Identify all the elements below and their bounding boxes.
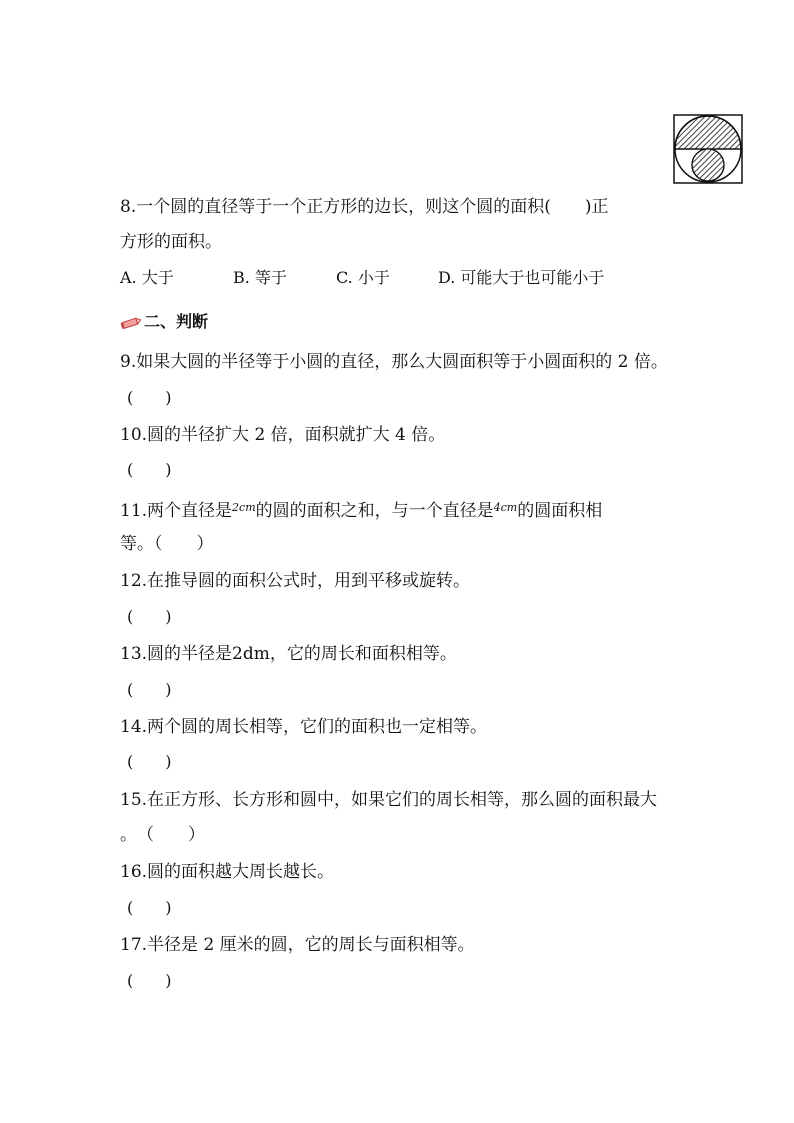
question-11-unit2: 4cm: [493, 501, 518, 514]
question-11-unit1: 2cm: [232, 501, 256, 514]
option-c[interactable]: C. 小于: [336, 268, 390, 287]
question-8-options: [120, 267, 604, 289]
section-header: [120, 311, 208, 336]
question-13-answer-blank[interactable]: ( ): [127, 680, 172, 699]
question-9-answer-blank[interactable]: ( ): [127, 388, 172, 407]
question-16-answer-blank[interactable]: ( ): [127, 898, 172, 917]
question-11-part1: 11.两个直径是: [120, 501, 233, 521]
question-11-part2: 的圆的面积之和，与一个直径是: [255, 501, 494, 521]
question-9-text: 9.如果大圆的半径等于小圆的直径，那么大圆面积等于小圆面积的 2 倍。: [120, 352, 668, 372]
question-14-answer-blank[interactable]: ( ): [127, 752, 172, 771]
question-15-text: 15.在正方形、长方形和圆中，如果它们的周长相等，那么圆的面积最大: [120, 790, 658, 810]
circle-in-square-figure: [673, 114, 743, 184]
question-13-text: 13.圆的半径是2dm，它的周长和面积相等。: [120, 644, 457, 664]
question-12-text: 12.在推导圆的面积公式时，用到平移或旋转。: [120, 571, 471, 591]
question-11-line1: [120, 497, 602, 522]
question-12-answer-blank[interactable]: ( ): [127, 607, 172, 626]
question-8-line1: 8.一个圆的直径等于一个正方形的边长，则这个圆的面积( )正: [120, 197, 609, 217]
question-17-answer-blank[interactable]: ( ): [127, 971, 172, 990]
question-10-text: 10.圆的半径扩大 2 倍，面积就扩大 4 倍。: [120, 425, 446, 445]
option-b[interactable]: B. 等于: [233, 268, 287, 287]
option-a[interactable]: A. 大于: [120, 268, 174, 287]
option-d[interactable]: D. 可能大于也可能小于: [438, 268, 605, 287]
question-17-text: 17.半径是 2 厘米的圆，它的周长与面积相等。: [120, 935, 475, 955]
section-title: 二、判断: [144, 312, 209, 331]
question-15-line2[interactable]: 。 （ ）: [120, 825, 205, 845]
question-11-line2[interactable]: 等。（ ）: [120, 534, 214, 554]
question-10-answer-blank[interactable]: ( ): [127, 460, 172, 479]
question-11-part3: 的圆面积相: [517, 501, 603, 521]
question-14-text: 14.两个圆的周长相等，它们的面积也一定相等。: [120, 717, 488, 737]
question-8-line2: 方形的面积。: [120, 232, 222, 252]
question-16-text: 16.圆的面积越大周长越长。: [120, 862, 335, 882]
figure-svg: [673, 114, 743, 184]
pencil-icon: [120, 314, 142, 336]
figure-small-circle: [692, 149, 724, 181]
